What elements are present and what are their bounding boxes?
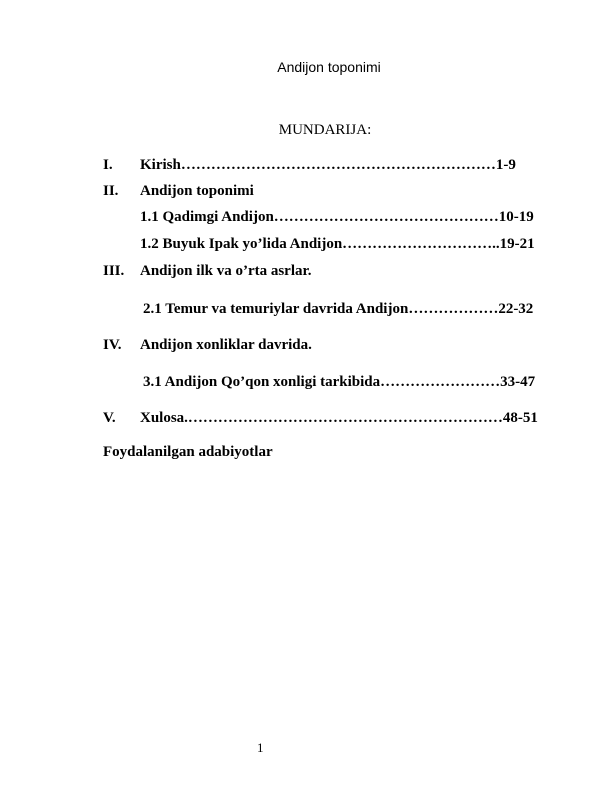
- toc-heading: MUNDARIJA:: [278, 122, 372, 138]
- toc-entry-andijon-toponimi: Andijon toponimi: [140, 183, 254, 199]
- document-title: Andijon toponimi: [277, 59, 381, 75]
- toc-entry-qadimgi-andijon: 1.1 Qadimgi Andijon………………………………………10-19: [140, 209, 534, 225]
- page-number: 1: [257, 740, 264, 755]
- toc-entry-buyuk-ipak-yoli: 1.2 Buyuk Ipak yo’lida Andijon…………………………..19-21: [140, 236, 535, 252]
- toc-number-5: V.: [103, 410, 116, 426]
- toc-number-1: I.: [103, 157, 113, 173]
- toc-entry-qoqon-xonligi: 3.1 Andijon Qo’qon xonligi tarkibida……………………33-47: [143, 374, 536, 390]
- toc-entry-ilk-orta-asrlar: Andijon ilk va o’rta asrlar.: [140, 263, 312, 279]
- toc-entry-xonliklar-davrida: Andijon xonliklar davrida.: [140, 337, 312, 353]
- toc-number-4: IV.: [103, 337, 122, 353]
- toc-entry-temur-davrida: 2.1 Temur va temuriylar davrida Andijon………………22-32: [143, 301, 534, 317]
- toc-entry-kirish: Kirish………………………………………………………1-9: [140, 157, 516, 173]
- toc-number-3: III.: [103, 263, 125, 279]
- toc-entry-xulosa: Xulosa.………………………………………………………48-51: [140, 410, 538, 426]
- toc-number-2: II.: [103, 183, 119, 199]
- toc-entry-adabiyotlar: Foydalanilgan adabiyotlar: [103, 444, 273, 460]
